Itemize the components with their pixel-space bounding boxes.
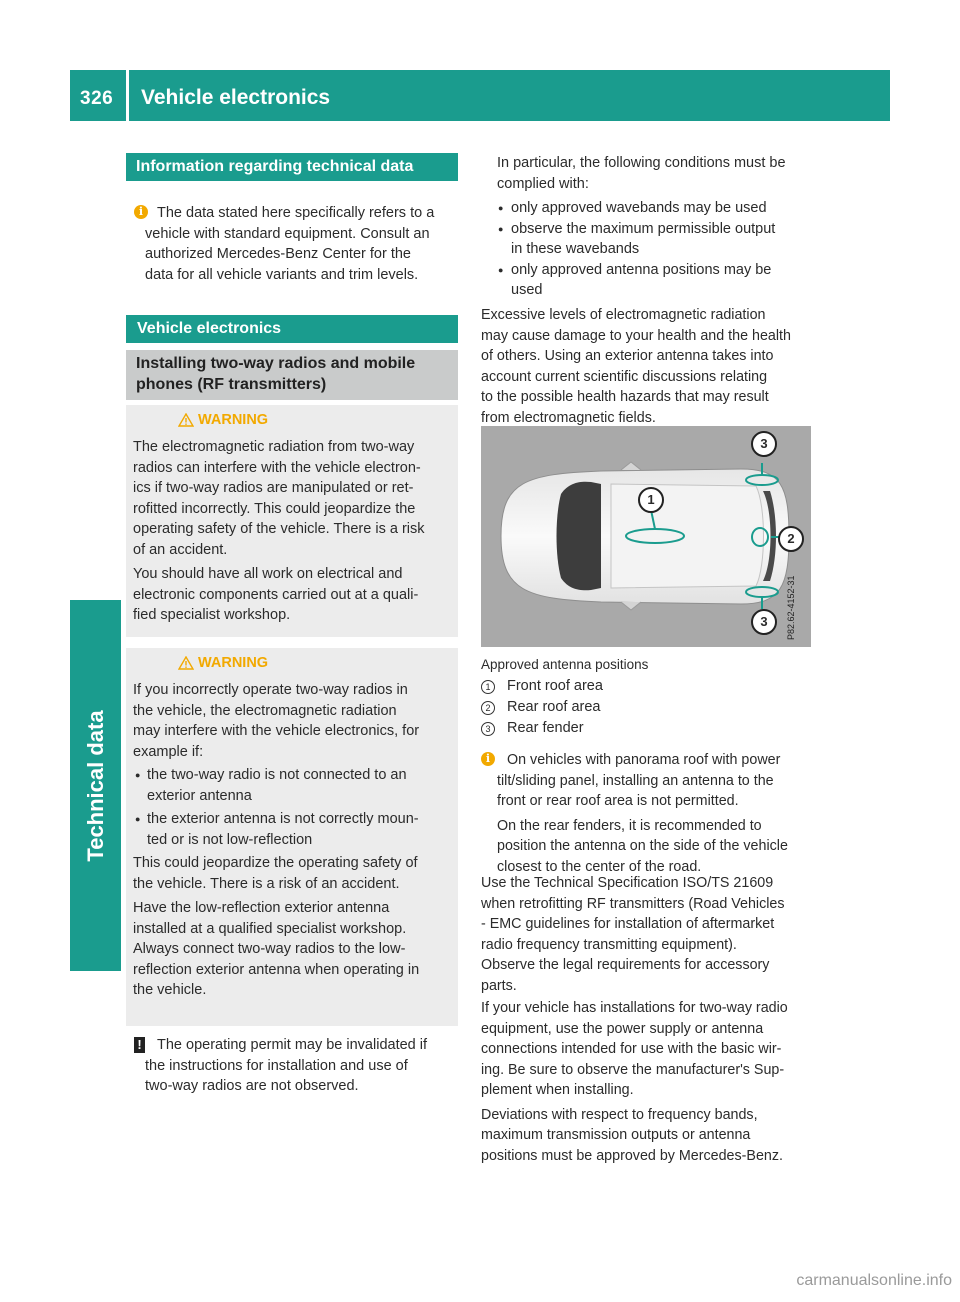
note-paragraph: The operating permit may be invalidated if the instructions for installation and use of two-way radios are not observed. — [145, 1037, 428, 1094]
conditions-list — [497, 198, 817, 301]
header-separator — [126, 70, 129, 121]
side-tab — [70, 600, 121, 971]
marker-1: 1 — [638, 487, 664, 513]
list-item: ● the exterior antenna is not correctly moun- ted or is not low-reflection — [135, 811, 419, 848]
specification-paragraph: Use the Technical Specification ISO/TS 21609 when retrofitting RF transmitters (Road Vehicles - EMC guidelines for installation of aftermarket radio frequency transmitting equipment). Observe the legal requirements for accessory parts. If your vehicle has installations for two-way radio equipment, use the power supply or antenna connections intended for use with the basic wir- ing. Be sure to observe the manufacturer's Sup- plement when installing. Deviations with respect to frequency bands, maximum transmission outputs or antenna positions must be approved by Mercedes-Benz. — [481, 875, 788, 1164]
info-icon: i — [134, 205, 148, 219]
warning-box — [126, 405, 458, 637]
page-number: 326 — [80, 88, 114, 109]
warning-triangle-icon — [178, 656, 194, 670]
legend-item: 2 Rear roof area — [481, 697, 811, 718]
list-item: ● the two-way radio is not connected to an exterior antenna — [135, 767, 407, 804]
side-tab-label: Technical data — [82, 709, 108, 862]
legend-item: 3 Rear fender — [481, 718, 811, 739]
list-item: ● only approved wavebands may be used — [497, 198, 817, 219]
figure-code: P82.62-4152-31 — [786, 575, 796, 640]
radiation-paragraph: Excessive levels of electromagnetic radiation may cause damage to your health and the health of others. Using an exterior antenna takes into account current scientific discussions relating to the possible health hazards that may result from electromagnetic fields. — [481, 307, 791, 426]
warning-text: If you incorrectly operate two-way radios in the vehicle, the electromagnetic radiation may interfere with the vehicle electronics, for example if: ● the two-way radio is not connected to an exterior antenna ● the exterior antenna is not correctly moun- ted or is not low-reflection This could jeopardize the operating safety of the vehicle. There is a risk of an accident. Have the low-reflection exterior antenna installed at a qualified specialist workshop. Always connect two-way radios to the low- reflection exterior antenna when operating in the vehicle. — [133, 680, 458, 1001]
marker-3-bottom: 3 — [751, 609, 777, 635]
subsection-heading: Installing two-way radios and mobile phones (RF transmitters) — [126, 350, 458, 400]
warning-box — [126, 648, 458, 1026]
bullet-icon: ● — [135, 770, 141, 780]
legend-item: 1 Front roof area — [481, 676, 811, 697]
warning-label: WARNING — [198, 412, 269, 428]
figure-legend — [481, 676, 811, 739]
info-icon: i — [481, 752, 495, 766]
warning-triangle-icon — [178, 413, 194, 427]
info-paragraph: The data stated here specifically refers to a vehicle with standard equipment. Consult an authorized Mercedes-Benz Center for the data for all vehicle variants and trim levels. — [145, 205, 435, 283]
intro-paragraph: In particular, the following conditions must be complied with: — [497, 155, 786, 192]
header-title: Vehicle electronics — [141, 86, 331, 109]
marker-2: 2 — [778, 526, 804, 552]
figure-caption: Approved antenna positions — [481, 657, 649, 672]
section-heading-technical-data: Information regarding technical data — [126, 153, 458, 181]
bullet-icon: ● — [498, 203, 504, 213]
antenna-figure — [481, 426, 811, 647]
list-item: ● observe the maximum permissible output in these wavebands — [498, 220, 776, 257]
number-icon: 3 — [481, 722, 495, 736]
bullet-icon: ● — [498, 223, 504, 234]
info-paragraph: On vehicles with panorama roof with power tilt/sliding panel, installing an antenna to the front or rear roof area is not permitted. On the rear fenders, it is recommended to position the antenna on the side of the vehicle closest to the center of the road. — [497, 752, 788, 875]
warning-label: WARNING — [198, 655, 269, 671]
marker-3-top: 3 — [751, 431, 777, 457]
watermark: carmanualsonline.info — [796, 1272, 952, 1289]
bullet-icon: ● — [498, 264, 504, 275]
number-icon: 2 — [481, 701, 495, 715]
number-icon: 1 — [481, 680, 495, 694]
bullet-icon: ● — [135, 814, 141, 824]
section-heading-vehicle-electronics: Vehicle electronics — [126, 315, 458, 343]
list-item: ● only approved antenna positions may be used — [498, 261, 772, 298]
warning-text: The electromagnetic radiation from two-way radios can interfere with the vehicle electron- ics if two-way radios are manipulated or ret- rofitted incorrectly. This could jeopardize the operating safety of the vehicle. There is a risk of an accident. You should have all work on electrical and electronic components carried out at a quali- fied specialist workshop. — [133, 439, 425, 623]
exclamation-icon: ! — [134, 1037, 145, 1053]
